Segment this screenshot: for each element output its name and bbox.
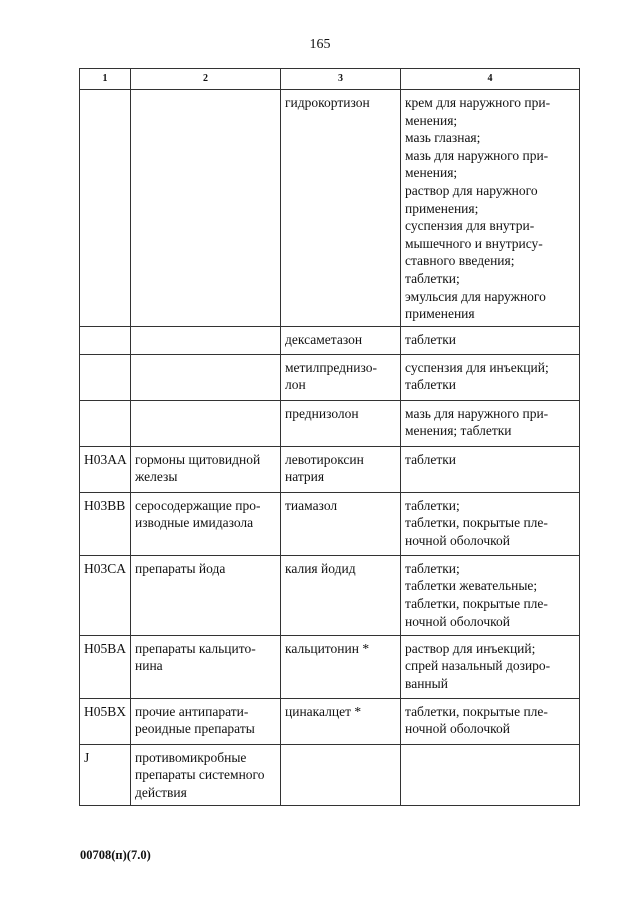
dosage-forms-cell: таблетки; таблетки, покрытые пле- ночной оболочкой — [401, 492, 580, 555]
group-cell: препараты кальцито- нина — [131, 635, 281, 698]
dosage-forms-cell: раствор для инъекций; спрей назальный дозиро- ванный — [401, 635, 580, 698]
atc-code-cell — [80, 90, 131, 327]
drug-name-cell — [281, 744, 401, 805]
drug-name-cell: калия йодид — [281, 555, 401, 635]
table-row — [80, 698, 580, 744]
group-cell: противомикробные препараты системного действия — [131, 744, 281, 805]
drug-table — [79, 68, 580, 806]
group-cell — [131, 90, 281, 327]
group-cell: серосодержащие про- изводные имидазола — [131, 492, 281, 555]
table-row — [80, 354, 580, 400]
dosage-forms-cell: таблетки, покрытые пле- ночной оболочкой — [401, 698, 580, 744]
drug-name-cell: левотироксин натрия — [281, 446, 401, 492]
atc-code-cell: H03BB — [80, 492, 131, 555]
page-number: 165 — [309, 37, 331, 52]
group-cell: гормоны щитовидной железы — [131, 446, 281, 492]
atc-code-cell: H03CA — [80, 555, 131, 635]
drug-name-cell: кальцитонин * — [281, 635, 401, 698]
table-row — [80, 326, 580, 354]
atc-code-cell: H05BX — [80, 698, 131, 744]
group-cell — [131, 400, 281, 446]
table-row — [80, 635, 580, 698]
drug-name-cell: преднизолон — [281, 400, 401, 446]
table-row — [80, 492, 580, 555]
drug-name-cell: метилпреднизо- лон — [281, 354, 401, 400]
drug-name-cell: цинакалцет * — [281, 698, 401, 744]
drug-name-cell: тиамазол — [281, 492, 401, 555]
atc-code-cell: J — [80, 744, 131, 805]
header-cell-1: 1 — [80, 69, 131, 90]
dosage-forms-cell: мазь для наружного при- менения; таблетки — [401, 400, 580, 446]
group-cell: препараты йода — [131, 555, 281, 635]
dosage-forms-cell — [401, 744, 580, 805]
table-row — [80, 555, 580, 635]
atc-code-cell — [80, 326, 131, 354]
atc-code-cell: H05BA — [80, 635, 131, 698]
drug-name-cell: гидрокортизон — [281, 90, 401, 327]
group-cell: прочие антипарати- реоидные препараты — [131, 698, 281, 744]
table-row — [80, 744, 580, 805]
group-cell — [131, 354, 281, 400]
table-row — [80, 446, 580, 492]
header-cell-4: 4 — [401, 69, 580, 90]
atc-code-cell — [80, 400, 131, 446]
atc-code-cell: H03AA — [80, 446, 131, 492]
drug-name-cell: дексаметазон — [281, 326, 401, 354]
group-cell — [131, 326, 281, 354]
table-row — [80, 400, 580, 446]
header-row — [80, 69, 580, 90]
atc-code-cell — [80, 354, 131, 400]
dosage-forms-cell: таблетки; таблетки жевательные; таблетки, покрытые пле- ночной оболочкой — [401, 555, 580, 635]
dosage-forms-cell: суспензия для инъекций; таблетки — [401, 354, 580, 400]
dosage-forms-cell: крем для наружного при- менения; мазь глазная; мазь для наружного при- менения; раствор для наружного применения; суспензия для внутри- мышечного и внутрису- ставного введения; таблетки; эмульсия для наружного применения — [401, 90, 580, 327]
dosage-forms-cell: таблетки — [401, 446, 580, 492]
header-cell-3: 3 — [281, 69, 401, 90]
document-code: 00708(п)(7.0) — [80, 848, 151, 862]
table-row — [80, 90, 580, 327]
header-cell-2: 2 — [131, 69, 281, 90]
dosage-forms-cell: таблетки — [401, 326, 580, 354]
